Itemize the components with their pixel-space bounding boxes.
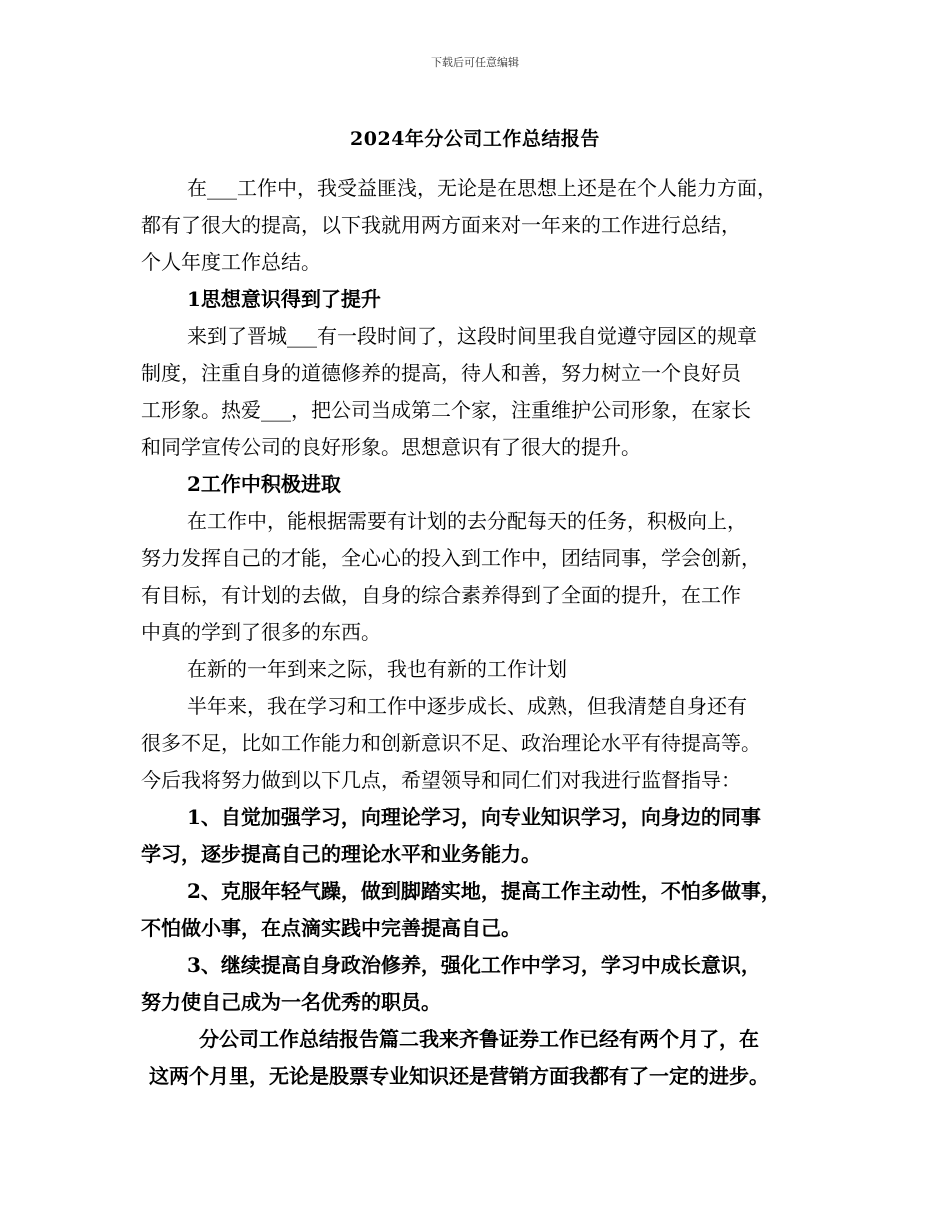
list-item-line: 1、自觉加强学习，向理论学习，向专业知识学习，向身边的同事 [187,805,761,829]
body-line: 在___工作中，我受益匪浅，无论是在思想上还是在个人能力方面， [187,176,777,200]
body-line: 半年来，我在学习和工作中逐步成长、成熟，但我清楚自身还有 [187,694,747,718]
list-item-line: 3、继续提高自身政治修养，强化工作中学习，学习中成长意识， [187,953,761,977]
page-header: 下载后可任意编辑 [431,56,519,69]
body-line: 工形象。热爱___，把公司当成第二个家，注重维护公司形象，在家长 [141,398,751,422]
body-line: 在工作中，能根据需要有计划的去分配每天的任务，积极向上， [187,509,747,533]
body-line: 都有了很大的提高，以下我就用两方面来对一年来的工作进行总结， [141,213,741,237]
body-line: 在新的一年到来之际，我也有新的工作计划 [187,657,567,681]
body-line: 个人年度工作总结。 [141,250,321,274]
list-item-line: 努力使自己成为一名优秀的职员。 [141,990,441,1014]
body-line: 有目标，有计划的去做，自身的综合素养得到了全面的提升，在工作 [141,583,741,607]
closing-line: 分公司工作总结报告篇二我来齐鲁证券工作已经有两个月了，在 [199,1027,759,1051]
body-line: 努力发挥自己的才能，全心心的投入到工作中，团结同事，学会创新， [141,546,761,570]
list-item-line: 不怕做小事，在点滴实践中完善提高自己。 [141,916,521,940]
document-title: 2024年分公司工作总结报告 [350,128,600,150]
list-item-line: 学习，逐步提高自己的理论水平和业务能力。 [141,842,541,866]
body-line: 和同学宣传公司的良好形象。思想意识有了很大的提升。 [141,435,641,459]
section-heading: 2工作中积极进取 [187,472,341,496]
list-item-line: 2、克服年轻气躁，做到脚踏实地，提高工作主动性，不怕多做事， [187,879,781,903]
body-line: 制度，注重自身的道德修养的提高，待人和善，努力树立一个良好员 [141,361,741,385]
closing-line: 这两个月里，无论是股票专业知识还是营销方面我都有了一定的进步。 [149,1064,769,1088]
body-line: 来到了晋城___有一段时间了，这段时间里我自觉遵守园区的规章 [187,324,757,348]
body-line: 很多不足，比如工作能力和创新意识不足、政治理论水平有待提高等。 [141,731,761,755]
body-line: 今后我将努力做到以下几点，希望领导和同仁们对我进行监督指导： [141,768,741,792]
section-heading: 1思想意识得到了提升 [187,287,381,311]
body-line: 中真的学到了很多的东西。 [141,620,381,644]
